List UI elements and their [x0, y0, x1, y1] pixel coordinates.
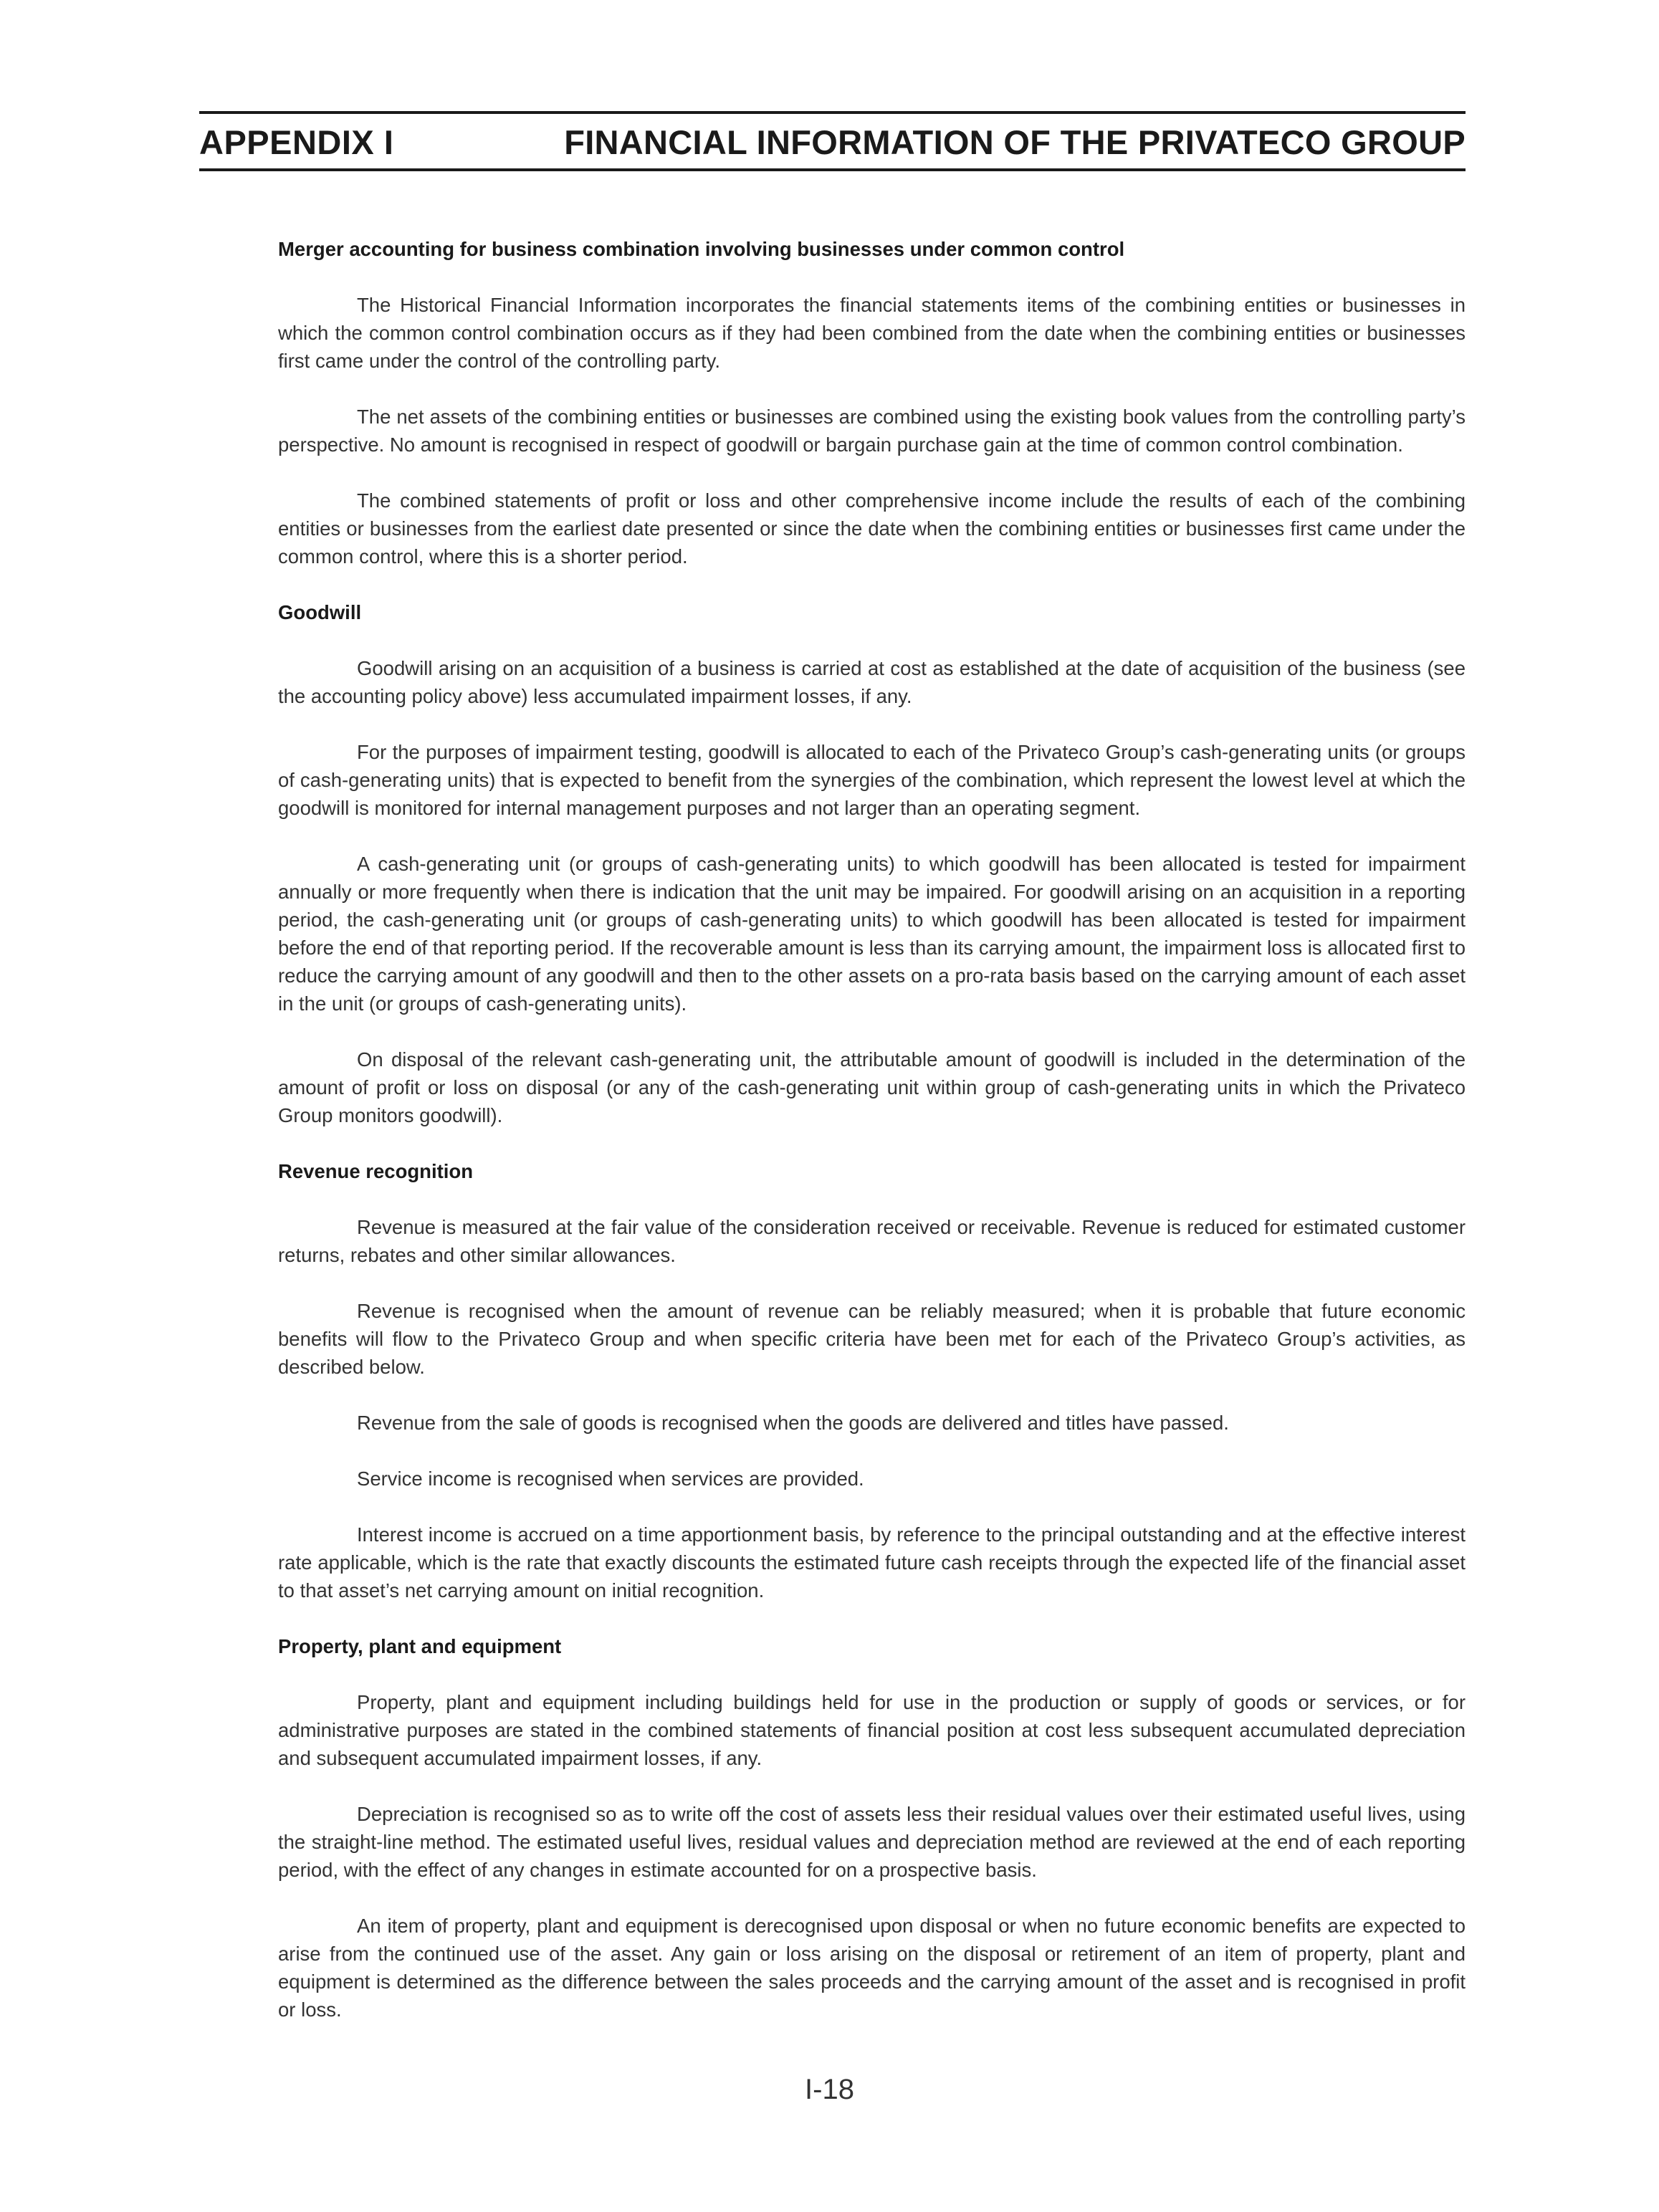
section-goodwill	[278, 598, 1466, 1129]
page-number: I-18	[805, 2074, 854, 2105]
page-header	[199, 111, 1466, 171]
section-heading: Merger accounting for business combination involving businesses under common control	[278, 238, 1125, 260]
document-title: FINANCIAL INFORMATION OF THE PRIVATECO GROUP	[564, 123, 1466, 161]
paragraph: The Historical Financial Information incorporates the financial statements items of the combining entities or businesses in which the common control combination occurs as if they had been combined from the date when the combining entities or businesses first came under the control of the controlling party.	[278, 294, 1466, 372]
document-body	[278, 235, 1466, 2051]
paragraph: Service income is recognised when services are provided.	[357, 1468, 864, 1490]
paragraph: On disposal of the relevant cash-generating unit, the attributable amount of goodwill is included in the determination of the amount of profit or loss on disposal (or any of the cash-generating unit within group of cash-generating units in which the Privateco Group monitors goodwill).	[278, 1048, 1466, 1126]
paragraph: A cash-generating unit (or groups of cash-generating units) to which goodwill has been allocated is tested for impairment annually or more frequently when there is indication that the unit may be impaired. For goodwill arising on an acquisition in a reporting period, the cash-generating unit (or groups of cash-generating units) to which goodwill has been allocated is tested for impairment before the end of that reporting period. If the recoverable amount is less than its carrying amount, the impairment loss is allocated first to reduce the carrying amount of any goodwill and then to the other assets on a pro-rata basis based on the carrying amount of each asset in the unit (or groups of cash-generating units).	[278, 853, 1466, 1015]
paragraph: The net assets of the combining entities or businesses are combined using the existing book values from the controlling party’s perspective. No amount is recognised in respect of goodwill or bargain purchase gain at the time of common control combination.	[278, 406, 1466, 456]
section-heading: Property, plant and equipment	[278, 1635, 562, 1657]
paragraph: Revenue from the sale of goods is recognised when the goods are delivered and titles have passed.	[357, 1412, 1229, 1434]
paragraph: Revenue is recognised when the amount of revenue can be reliably measured; when it is probable that future economic benefits will flow to the Privateco Group and when specific criteria have been met for each of the Privateco Group’s activities, as described below.	[278, 1300, 1466, 1378]
paragraph: Depreciation is recognised so as to write off the cost of assets less their residual values over their estimated useful lives, using the straight-line method. The estimated useful lives, residual values and depreciation method are reviewed at the end of each reporting period, with the effect of any changes in estimate accounted for on a prospective basis.	[278, 1803, 1466, 1881]
paragraph: Interest income is accrued on a time apportionment basis, by reference to the principal outstanding and at the effective interest rate applicable, which is the rate that exactly discounts the estimated future cash receipts through the expected life of the financial asset to that asset’s net carrying amount on initial recognition.	[278, 1523, 1466, 1601]
section-heading: Revenue recognition	[278, 1160, 473, 1182]
section-revenue-recognition	[278, 1157, 1466, 1604]
section-heading: Goodwill	[278, 601, 362, 623]
paragraph: Goodwill arising on an acquisition of a business is carried at cost as established at the date of acquisition of the business (see the accounting policy above) less accumulated impairment losses, if any.	[278, 657, 1466, 707]
paragraph: The combined statements of profit or loss and other comprehensive income include the results of each of the combining entities or businesses from the earliest date presented or since the date when the combining entities or businesses first came under the common control, where this is a shorter period.	[278, 489, 1466, 568]
paragraph: For the purposes of impairment testing, goodwill is allocated to each of the Privateco Group’s cash-generating units (or groups of cash-generating units) that is expected to benefit from the synergies of the combination, which represent the lowest level at which the goodwill is monitored for internal management purposes and not larger than an operating segment.	[278, 741, 1466, 819]
section-merger-accounting	[278, 235, 1466, 570]
section-property-plant-equipment	[278, 1632, 1466, 2024]
paragraph: Property, plant and equipment including buildings held for use in the production or supply of goods or services, or for administrative purposes are stated in the combined statements of financial position at cost less subsequent accumulated depreciation and subsequent accumulated impairment losses, if any.	[278, 1691, 1466, 1769]
appendix-label: APPENDIX I	[199, 123, 394, 161]
paragraph: An item of property, plant and equipment is derecognised upon disposal or when no future economic benefits are expected to arise from the continued use of the asset. Any gain or loss arising on the disposal or retirement of an item of property, plant and equipment is determined as the difference between the sales proceeds and the carrying amount of the asset and is recognised in profit or loss.	[278, 1915, 1466, 2021]
paragraph: Revenue is measured at the fair value of the consideration received or receivable. Revenue is reduced for estimated customer returns, rebates and other similar allowances.	[278, 1216, 1466, 1266]
